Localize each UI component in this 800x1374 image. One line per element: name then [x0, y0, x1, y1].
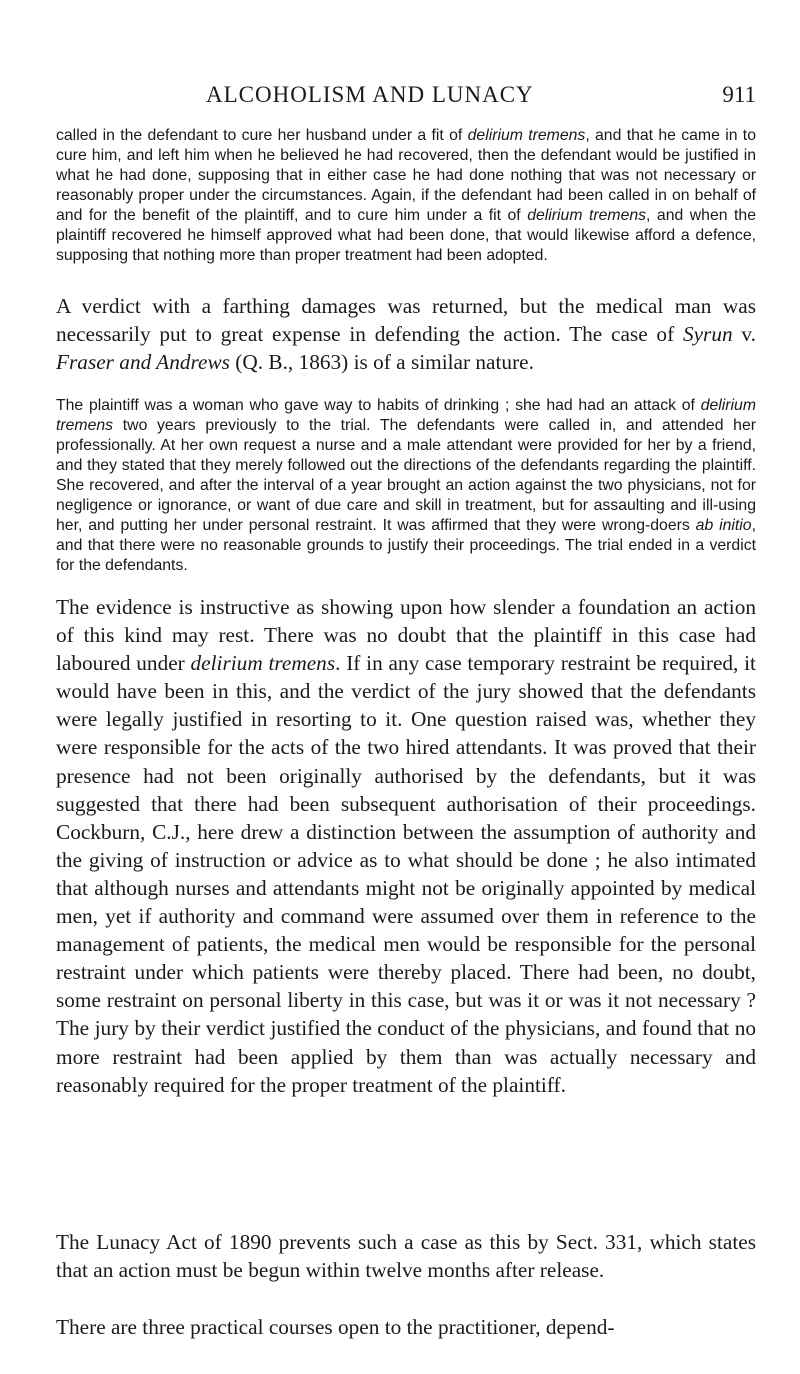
text-run: , and that he came in to cure him, and left him when he believed he had recovered, then the defendant would be justified in what he had done, supposing that in either case he had done nothing that was not necessary or reasonably proper under the circumstances. Again, if the defendant had been called in on behalf of and for the benefit of the plaintiff, and to cure him under a fit of: [56, 127, 756, 224]
text-run: , and when the plaintiff recovered he himself approved what had been done, that would likewise afford a defence, supposing that nothing more than proper treatment had been adopted.: [56, 207, 756, 264]
discussion-paragraph: [56, 593, 756, 1099]
italic-term: ab initio: [695, 517, 752, 534]
text-run: , and that there were no reasonable grounds to justify their proceedings. The trial ended in a verdict for the defendants.: [56, 517, 756, 574]
quoted-judgment-paragraph: [56, 126, 756, 266]
italic-term: delirium tremens: [56, 397, 756, 434]
italic-term: delirium tremens: [467, 127, 586, 144]
page-header: [56, 82, 756, 116]
case-name-plaintiff: Syrun: [682, 322, 733, 347]
text-run: . If in any case temporary restraint be required, it would have been in this, and the verdict of the jury showed that the defendants were legally justified in resorting to it. One question raised was, whether they were responsible for the acts of the two hired attendants. It was proved that their presence had not been originally authorised by the defendants, but it was suggested that there had been subsequent authorisation of their proceedings. Cockburn, C.J., here drew a distinction between the assumption of authority and the giving of instruction or advice as to what should be done ; he also intimated that although nurses and attendants might not be originally appointed by medical men, yet if authority and command were assumed over them in reference to the management of patients, the medical men would be responsible for the personal restraint under which patients were thereby placed. There had been, no doubt, some restraint on personal liberty in this case, but was it or was it not necessary ? The jury by their verdict justified the conduct of the physicians, and found that no more restraint had been applied by them than was actually necessary and reasonably required for the proper treatment of the plaintiff.: [56, 651, 756, 1097]
text-run: called in the defendant to cure her husband under a fit of: [56, 127, 468, 144]
text-run: The Lunacy Act of 1890 prevents such a case as this by Sect. 331, which states that an action must be begun within twelve months after release.: [56, 1230, 756, 1283]
text-run: The plaintiff was a woman who gave way to habits of drinking ; she had had an attack of: [56, 397, 701, 414]
case-summary-paragraph: [56, 396, 756, 576]
closing-paragraph: [56, 1313, 756, 1341]
text-run: A verdict with a farthing damages was returned, but the medical man was necessarily put to great expense in defending the action. The case of: [56, 294, 756, 347]
running-head: ALCOHOLISM AND LUNACY: [206, 82, 534, 107]
text-run: The evidence is instructive as showing upon how slender a foundation an action of this kind may rest. There was no doubt that the plaintiff in this case had laboured under: [56, 595, 756, 676]
text-run: (Q. B., 1863) is of a similar nature.: [229, 350, 534, 375]
text-run: two years previously to the trial. The defendants were called in, and attended her professionally. At her own request a nurse and a male attendant were provided for her by a friend, and they stated that they merely followed out the directions of the defendants regarding the plaintiff. She recovered, and after the interval of a year brought an action against the two physicians, not for negligence or ignorance, or want of due care and skill in treatment, but for assaulting and ill-using her, and putting her under personal restraint. It was affirmed that they were wrong-doers: [56, 417, 756, 534]
text-run: v.: [732, 322, 756, 347]
case-name-defendants: Fraser and Andrews: [56, 350, 230, 375]
italic-term: delirium tremens: [190, 651, 336, 676]
italic-term: delirium tremens: [527, 207, 647, 224]
verdict-paragraph: [56, 292, 756, 376]
lunacy-act-paragraph: [56, 1228, 756, 1284]
page-number: 911: [722, 82, 756, 107]
text-run: There are three practical courses open to the practitioner, depend-: [56, 1315, 615, 1339]
